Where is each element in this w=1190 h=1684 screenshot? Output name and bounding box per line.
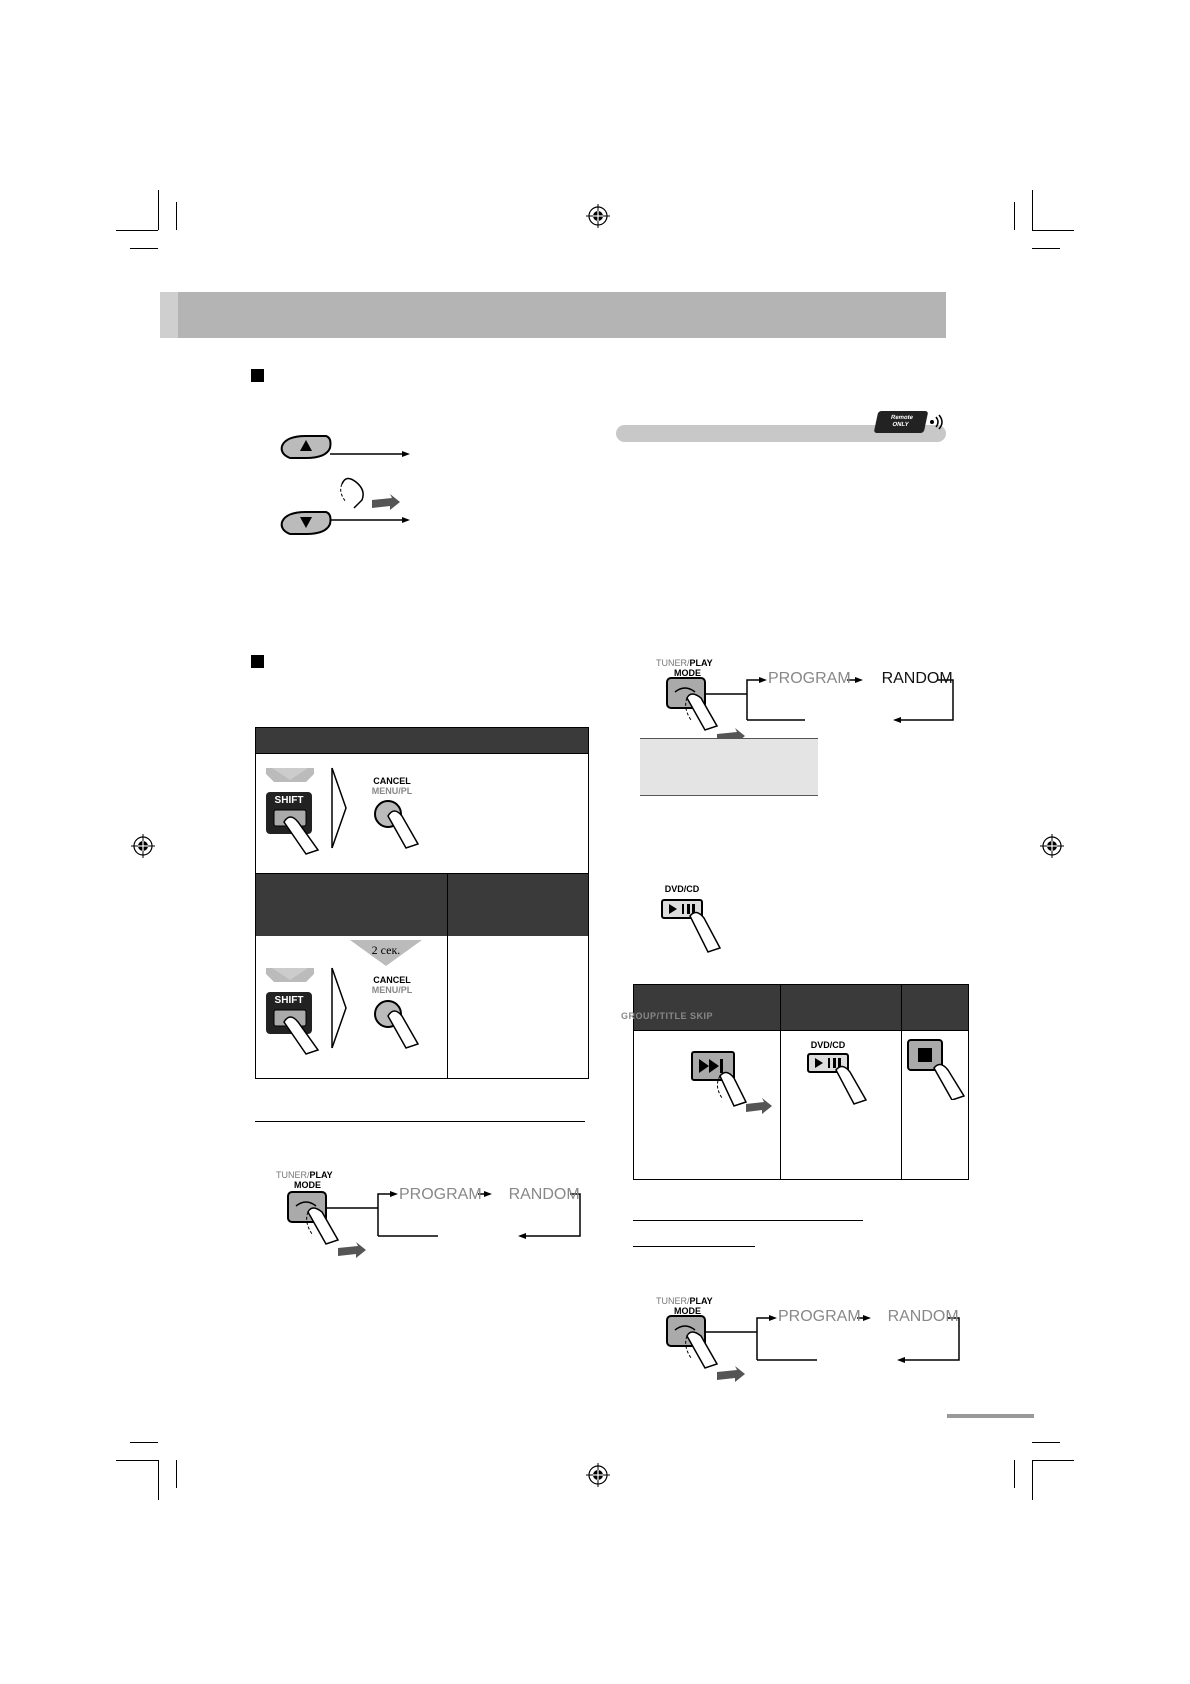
crop-mark xyxy=(176,202,177,230)
registration-target-icon xyxy=(131,834,155,858)
table-column-divider xyxy=(447,874,448,1078)
registration-target-icon xyxy=(586,1463,610,1487)
section-bullet xyxy=(251,369,264,382)
program-label: PROGRAM xyxy=(778,1308,861,1325)
table-header-right xyxy=(902,985,968,1030)
dvd-cd-label: DVD/CD xyxy=(810,1040,846,1050)
section-bullet xyxy=(251,655,264,668)
page-number-bar xyxy=(947,1414,1034,1418)
dvd-cd-play-pause-button xyxy=(806,1052,876,1108)
dvd-cd-label: DVD/CD xyxy=(664,884,700,894)
crop-mark xyxy=(116,230,158,231)
note-box xyxy=(640,738,818,796)
badge-line-1: Remote xyxy=(890,415,914,421)
crop-mark xyxy=(1032,230,1074,231)
stop-button xyxy=(906,1038,968,1100)
play-mode-sequence xyxy=(768,670,953,688)
program-label: PROGRAM xyxy=(768,670,851,687)
crop-mark xyxy=(158,190,159,230)
right-section-rule xyxy=(633,1246,755,1247)
two-second-label: 2 сек. xyxy=(371,943,401,957)
left-section-rule xyxy=(255,1121,585,1122)
menu-pl-label: MENU/PL xyxy=(371,985,413,995)
group-title-skip-label: GROUP/TITLE SKIP xyxy=(621,1011,714,1021)
random-label: RANDOM xyxy=(887,1308,959,1325)
table-divider xyxy=(256,753,588,754)
crop-mark xyxy=(1014,1460,1015,1488)
remote-signal-icon xyxy=(928,414,948,430)
shift-label: SHIFT xyxy=(274,995,304,1006)
cancel-label: CANCEL MENU/PL xyxy=(362,975,422,995)
table-header-middle xyxy=(781,985,901,1030)
table-column-divider xyxy=(780,985,781,1179)
program-label: PROGRAM xyxy=(399,1186,482,1203)
dvd-cd-play-pause-button xyxy=(660,896,730,954)
table-column-divider xyxy=(901,985,902,1179)
random-label: RANDOM xyxy=(881,670,953,687)
crop-mark xyxy=(1014,202,1015,230)
play-mode-sequence xyxy=(399,1186,580,1204)
table-header-bar xyxy=(256,728,588,753)
table-header-left xyxy=(256,874,447,936)
table-divider xyxy=(256,873,588,874)
table-divider xyxy=(634,1030,968,1031)
crop-mark xyxy=(176,1460,177,1488)
menu-pl-label: MENU/PL xyxy=(371,786,413,796)
shift-label: SHIFT xyxy=(274,795,304,806)
badge-line-2: ONLY xyxy=(891,422,910,428)
crop-mark xyxy=(130,248,158,249)
crop-mark xyxy=(1032,1442,1060,1443)
crop-mark xyxy=(1032,1460,1033,1500)
header-band-notch xyxy=(160,292,178,338)
random-label: RANDOM xyxy=(508,1186,580,1203)
table-header-right xyxy=(448,874,588,936)
table-header-left xyxy=(634,985,780,1030)
crop-mark xyxy=(1032,248,1060,249)
registration-target-icon xyxy=(1040,834,1064,858)
crop-mark xyxy=(158,1460,159,1500)
up-down-buttons-illustration xyxy=(276,434,416,544)
page-header-band xyxy=(160,292,946,338)
right-section-rule xyxy=(633,1220,863,1221)
remote-only-badge xyxy=(874,411,929,433)
crop-mark xyxy=(1032,190,1033,230)
crop-mark xyxy=(116,1460,158,1461)
tuner-play-mode-label: TUNER/PLAY MODE xyxy=(276,1170,333,1190)
crop-mark xyxy=(1032,1460,1074,1461)
skip-forward-button xyxy=(690,1050,778,1120)
tuner-play-mode-label: TUNER/PLAY MODE xyxy=(656,658,713,678)
crop-mark xyxy=(130,1442,158,1443)
cancel-label: CANCEL MENU/PL xyxy=(362,776,422,796)
registration-target-icon xyxy=(586,204,610,228)
tuner-play-mode-label: TUNER/PLAY MODE xyxy=(656,1296,713,1316)
play-mode-sequence xyxy=(778,1308,959,1326)
